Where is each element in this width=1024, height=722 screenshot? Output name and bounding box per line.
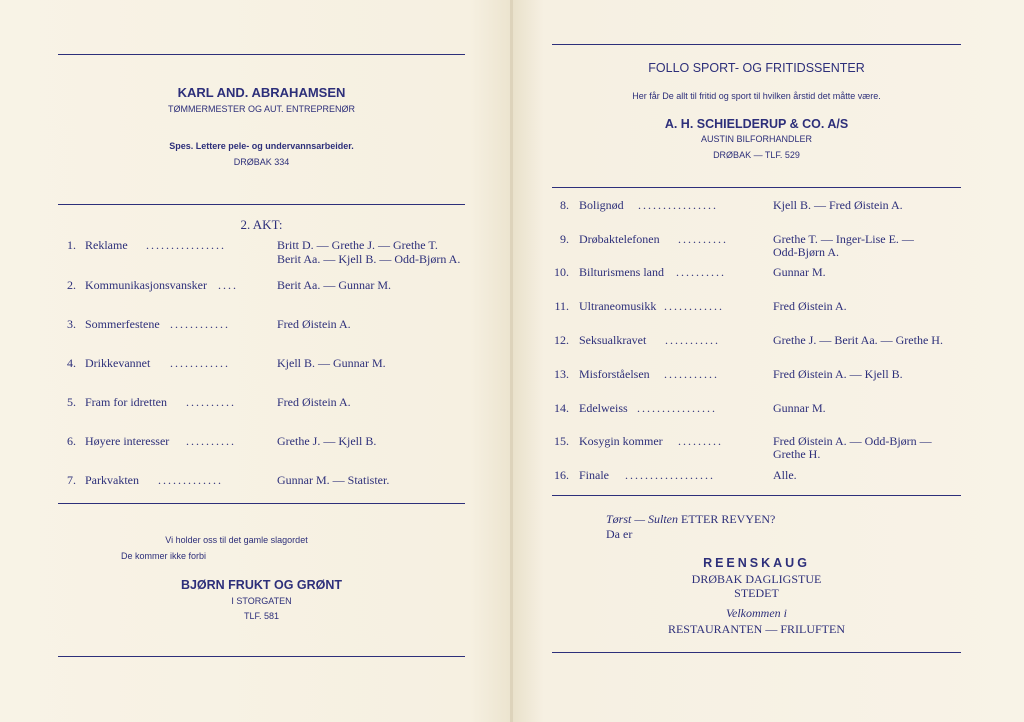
leader-dots: ............ xyxy=(664,299,724,313)
item-cast: Berit Aa. — Gunnar M. xyxy=(277,278,391,292)
item-cast: Fred Øistein A. xyxy=(773,299,847,313)
item-title: Edelweiss xyxy=(579,401,628,415)
leader-dots: .......... xyxy=(186,395,236,409)
leader-dots: ................ xyxy=(638,198,718,212)
item-number: 4. xyxy=(67,356,76,370)
slogan-line: De kommer ikke forbi xyxy=(121,551,207,561)
advertiser-street: I STORGATEN xyxy=(231,596,292,606)
item-number: 1. xyxy=(67,238,76,252)
leader-dots: ............. xyxy=(158,473,223,487)
headline-italic: Tørst — Sulten xyxy=(606,512,679,526)
item-title: Parkvakten xyxy=(85,473,139,487)
advertiser-name: KARL AND. ABRAHAMSEN xyxy=(177,85,346,100)
advertiser-tagline: Her får De allt til fritid og sport til hvilken årstid det måtte være. xyxy=(632,91,881,101)
advertiser-specialty: Spes. Lettere pele- og undervannsarbeider. xyxy=(169,141,354,151)
leader-dots: ............ xyxy=(170,317,230,331)
item-cast: Fred Øistein A. xyxy=(277,317,351,331)
item-title: Fram for idretten xyxy=(85,395,167,409)
item-number: 9. xyxy=(560,232,569,246)
item-title: Kommunikasjonsvansker xyxy=(85,278,207,292)
item-cast: Gunnar M. — Statister. xyxy=(277,473,390,487)
item-cast: Kjell B. — Fred Øistein A. xyxy=(773,198,903,212)
item-title: Ultraneomusikk xyxy=(579,299,657,313)
item-number: 7. xyxy=(67,473,76,487)
restaurant-venues: RESTAURANTEN — FRILUFTEN xyxy=(667,622,846,636)
restaurant-name: REENSKAUG xyxy=(703,556,810,570)
item-number: 3. xyxy=(67,317,76,331)
divider xyxy=(58,204,465,205)
item-title: Misforståelsen xyxy=(579,367,650,381)
divider xyxy=(552,652,961,653)
company-dealer: AUSTIN BILFORHANDLER xyxy=(700,134,813,144)
item-cast: Alle. xyxy=(773,468,797,482)
company-phone: DRØBAK — TLF. 529 xyxy=(713,150,800,160)
right-page xyxy=(513,0,1024,722)
item-title: Finale xyxy=(579,468,609,482)
divider xyxy=(58,54,465,55)
item-cast: Gunnar M. xyxy=(773,265,826,279)
item-title: Høyere interesser xyxy=(85,434,170,448)
restaurant-place: DRØBAK DAGLIGSTUE xyxy=(691,572,822,586)
headline xyxy=(606,512,775,527)
leader-dots: ........... xyxy=(665,333,720,347)
advertiser-trade: TØMMERMESTER OG AUT. ENTREPRENØR xyxy=(167,104,355,114)
advertiser-phone: DRØBAK 334 xyxy=(233,157,290,167)
item-number: 6. xyxy=(67,434,76,448)
leader-dots: .......... xyxy=(186,434,236,448)
leader-dots: ............ xyxy=(170,356,230,370)
item-cast-continued: Odd-Bjørn A. xyxy=(773,245,839,259)
item-number: 5. xyxy=(67,395,76,409)
leader-dots: ................ xyxy=(146,238,226,252)
item-number: 16. xyxy=(554,468,569,482)
item-number: 10. xyxy=(554,265,569,279)
restaurant-subtitle: STEDET xyxy=(734,586,779,600)
leader-dots: .......... xyxy=(678,232,728,246)
item-title: Bilturismens land xyxy=(579,265,664,279)
item-number: 14. xyxy=(554,401,569,415)
item-number: 12. xyxy=(554,333,569,347)
item-number: 15. xyxy=(554,434,569,448)
divider xyxy=(552,187,961,188)
item-number: 11. xyxy=(554,299,569,313)
left-page xyxy=(0,0,511,722)
advertiser-name: FOLLO SPORT- OG FRITIDSSENTER xyxy=(648,61,865,75)
advertiser-name: BJØRN FRUKT OG GRØNT xyxy=(180,578,343,592)
leader-dots: .................. xyxy=(625,468,715,482)
item-cast: Grethe J. — Berit Aa. — Grethe H. xyxy=(773,333,943,347)
item-number: 2. xyxy=(67,278,76,292)
headline-rest: ETTER REVYEN? xyxy=(681,512,776,526)
item-title: Bolignød xyxy=(579,198,624,212)
item-cast-continued: Grethe H. xyxy=(773,447,821,461)
item-title: Drøbaktelefonen xyxy=(579,232,660,246)
item-cast: Kjell B. — Gunnar M. xyxy=(277,356,386,370)
item-cast: Grethe T. — Inger-Lise E. — xyxy=(773,232,914,246)
item-cast: Fred Øistein A. xyxy=(277,395,351,409)
company-name: A. H. SCHIELDERUP & CO. A/S xyxy=(664,117,849,131)
item-title: Sommerfestene xyxy=(85,317,160,331)
divider xyxy=(552,495,961,496)
leader-dots: .... xyxy=(218,278,238,292)
item-cast-continued: Berit Aa. — Kjell B. — Odd-Bjørn A. xyxy=(277,252,461,266)
item-cast: Fred Øistein A. — Kjell B. xyxy=(773,367,903,381)
item-cast: Fred Øistein A. — Odd-Bjørn — xyxy=(773,434,932,448)
advertiser-phone: TLF. 581 xyxy=(243,611,280,621)
act-heading: 2. AKT: xyxy=(240,217,283,232)
item-cast: Gunnar M. xyxy=(773,401,826,415)
divider xyxy=(58,656,465,657)
item-title: Drikkevannet xyxy=(85,356,151,370)
item-title: Reklame xyxy=(85,238,128,252)
headline-continued: Da er xyxy=(606,527,633,541)
leader-dots: ........... xyxy=(664,367,719,381)
item-number: 13. xyxy=(554,367,569,381)
slogan-line: Vi holder oss til det gamle slagordet xyxy=(165,535,308,545)
leader-dots: ................ xyxy=(637,401,717,415)
leader-dots: .......... xyxy=(676,265,726,279)
leader-dots: ......... xyxy=(678,434,723,448)
item-number: 8. xyxy=(560,198,569,212)
item-cast: Grethe J. — Kjell B. xyxy=(277,434,377,448)
item-cast: Britt D. — Grethe J. — Grethe T. xyxy=(277,238,438,252)
item-title: Seksualkravet xyxy=(579,333,647,347)
welcome-line: Velkommen i xyxy=(726,606,787,620)
divider xyxy=(58,503,465,504)
item-title: Kosygin kommer xyxy=(579,434,663,448)
divider xyxy=(552,44,961,45)
